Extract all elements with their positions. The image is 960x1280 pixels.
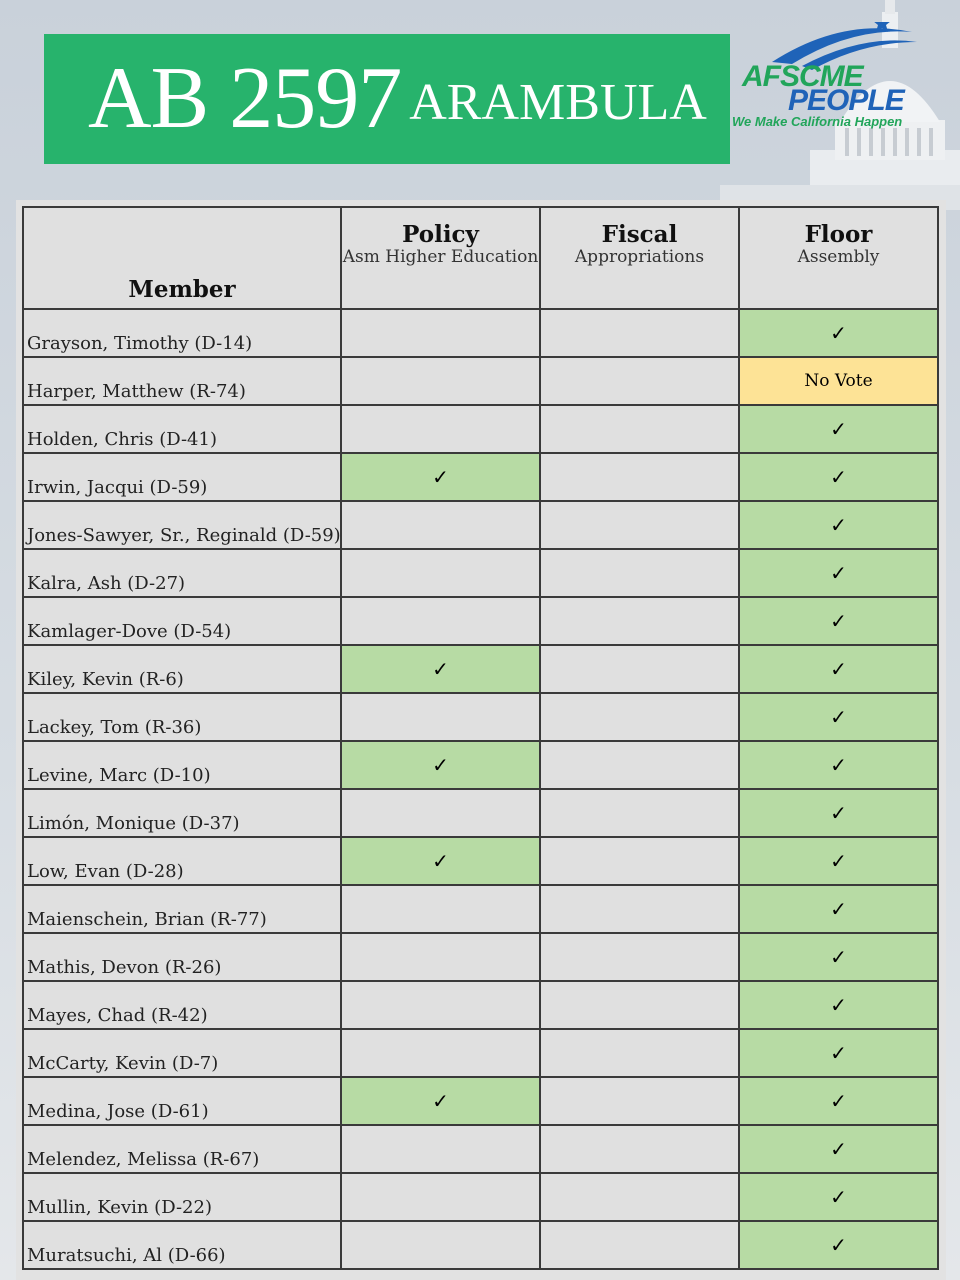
- fiscal-vote-empty: [540, 645, 739, 693]
- member-name: Irwin, Jacqui (D-59): [23, 453, 341, 501]
- member-name: Mathis, Devon (R-26): [23, 933, 341, 981]
- floor-vote-check-icon: ✓: [739, 741, 938, 789]
- fiscal-vote-empty: [540, 885, 739, 933]
- policy-vote-check-icon: ✓: [341, 1077, 540, 1125]
- floor-vote-check-icon: ✓: [739, 597, 938, 645]
- afscme-people-logo: [732, 22, 952, 134]
- policy-vote-check-icon: ✓: [341, 837, 540, 885]
- policy-vote-empty: [341, 549, 540, 597]
- floor-vote-check-icon: ✓: [739, 309, 938, 357]
- fiscal-vote-empty: [540, 501, 739, 549]
- policy-vote-empty: [341, 405, 540, 453]
- member-name: Kamlager-Dove (D-54): [23, 597, 341, 645]
- floor-vote-check-icon: ✓: [739, 645, 938, 693]
- fiscal-vote-empty: [540, 933, 739, 981]
- table-row: [23, 885, 938, 933]
- table-row: [23, 597, 938, 645]
- member-name: Kalra, Ash (D-27): [23, 549, 341, 597]
- floor-vote-status: No Vote: [739, 357, 938, 405]
- vote-record-panel: [16, 200, 946, 1280]
- column-header-policy: Policy Asm Higher Education: [341, 207, 540, 309]
- floor-vote-check-icon: ✓: [739, 549, 938, 597]
- logo-tagline: We Make California Happen: [732, 114, 903, 129]
- table-row: [23, 789, 938, 837]
- table-row: [23, 501, 938, 549]
- policy-vote-empty: [341, 789, 540, 837]
- floor-vote-check-icon: ✓: [739, 693, 938, 741]
- member-name: Lackey, Tom (R-36): [23, 693, 341, 741]
- table-row: [23, 1077, 938, 1125]
- table-row: [23, 405, 938, 453]
- member-name: Mullin, Kevin (D-22): [23, 1173, 341, 1221]
- fiscal-vote-empty: [540, 1125, 739, 1173]
- table-row: [23, 453, 938, 501]
- member-name: Jones-Sawyer, Sr., Reginald (D-59): [23, 501, 341, 549]
- fiscal-vote-empty: [540, 405, 739, 453]
- table-row: [23, 693, 938, 741]
- floor-vote-check-icon: ✓: [739, 1125, 938, 1173]
- member-name: Melendez, Melissa (R-67): [23, 1125, 341, 1173]
- title-banner: [44, 34, 730, 164]
- fiscal-vote-empty: [540, 1173, 739, 1221]
- policy-vote-check-icon: ✓: [341, 645, 540, 693]
- member-name: Mayes, Chad (R-42): [23, 981, 341, 1029]
- fiscal-vote-empty: [540, 741, 739, 789]
- member-name: Grayson, Timothy (D-14): [23, 309, 341, 357]
- vote-table-body: [23, 309, 938, 1269]
- table-row: [23, 981, 938, 1029]
- fiscal-vote-empty: [540, 1077, 739, 1125]
- floor-vote-check-icon: ✓: [739, 1221, 938, 1269]
- floor-vote-check-icon: ✓: [739, 1077, 938, 1125]
- fiscal-vote-empty: [540, 789, 739, 837]
- policy-vote-empty: [341, 933, 540, 981]
- policy-vote-empty: [341, 981, 540, 1029]
- fiscal-vote-empty: [540, 549, 739, 597]
- floor-vote-check-icon: ✓: [739, 453, 938, 501]
- floor-vote-check-icon: ✓: [739, 501, 938, 549]
- table-row: [23, 741, 938, 789]
- fiscal-vote-empty: [540, 357, 739, 405]
- member-name: Harper, Matthew (R-74): [23, 357, 341, 405]
- policy-vote-empty: [341, 1221, 540, 1269]
- member-name: Levine, Marc (D-10): [23, 741, 341, 789]
- fiscal-vote-empty: [540, 693, 739, 741]
- fiscal-vote-empty: [540, 453, 739, 501]
- column-header-floor: Floor Assembly: [739, 207, 938, 309]
- floor-vote-check-icon: ✓: [739, 981, 938, 1029]
- table-row: [23, 1029, 938, 1077]
- fiscal-vote-empty: [540, 1221, 739, 1269]
- table-row: [23, 357, 938, 405]
- member-name: Limón, Monique (D-37): [23, 789, 341, 837]
- table-row: [23, 549, 938, 597]
- table-row: [23, 1125, 938, 1173]
- fiscal-vote-empty: [540, 309, 739, 357]
- floor-vote-check-icon: ✓: [739, 933, 938, 981]
- floor-vote-check-icon: ✓: [739, 1173, 938, 1221]
- fiscal-vote-empty: [540, 981, 739, 1029]
- member-name: Muratsuchi, Al (D-66): [23, 1221, 341, 1269]
- table-row: [23, 645, 938, 693]
- column-header-fiscal: Fiscal Appropriations: [540, 207, 739, 309]
- table-row: [23, 837, 938, 885]
- floor-vote-check-icon: ✓: [739, 1029, 938, 1077]
- member-name: McCarty, Kevin (D-7): [23, 1029, 341, 1077]
- floor-vote-check-icon: ✓: [739, 885, 938, 933]
- member-name: Kiley, Kevin (R-6): [23, 645, 341, 693]
- table-row: [23, 1221, 938, 1269]
- table-header-row: [23, 207, 938, 309]
- logo-people-text: PEOPLE: [788, 84, 904, 117]
- policy-vote-empty: [341, 357, 540, 405]
- policy-vote-empty: [341, 309, 540, 357]
- table-row: [23, 933, 938, 981]
- floor-vote-check-icon: ✓: [739, 405, 938, 453]
- logo-afscme-text: AFSCME: [742, 60, 863, 93]
- member-name: Low, Evan (D-28): [23, 837, 341, 885]
- column-header-member: Member: [23, 207, 341, 309]
- floor-vote-check-icon: ✓: [739, 837, 938, 885]
- policy-vote-empty: [341, 693, 540, 741]
- policy-vote-empty: [341, 597, 540, 645]
- policy-vote-empty: [341, 885, 540, 933]
- member-name: Medina, Jose (D-61): [23, 1077, 341, 1125]
- table-row: [23, 1173, 938, 1221]
- fiscal-vote-empty: [540, 597, 739, 645]
- policy-vote-empty: [341, 1173, 540, 1221]
- policy-vote-check-icon: ✓: [341, 741, 540, 789]
- policy-vote-empty: [341, 1125, 540, 1173]
- policy-vote-check-icon: ✓: [341, 453, 540, 501]
- table-row: [23, 309, 938, 357]
- policy-vote-empty: [341, 501, 540, 549]
- floor-vote-check-icon: ✓: [739, 789, 938, 837]
- member-name: Holden, Chris (D-41): [23, 405, 341, 453]
- vote-record-table: [22, 206, 939, 1270]
- bill-number: AB 2597: [88, 50, 402, 147]
- fiscal-vote-empty: [540, 837, 739, 885]
- fiscal-vote-empty: [540, 1029, 739, 1077]
- member-name: Maienschein, Brian (R-77): [23, 885, 341, 933]
- bill-author: ARAMBULA: [409, 74, 707, 131]
- policy-vote-empty: [341, 1029, 540, 1077]
